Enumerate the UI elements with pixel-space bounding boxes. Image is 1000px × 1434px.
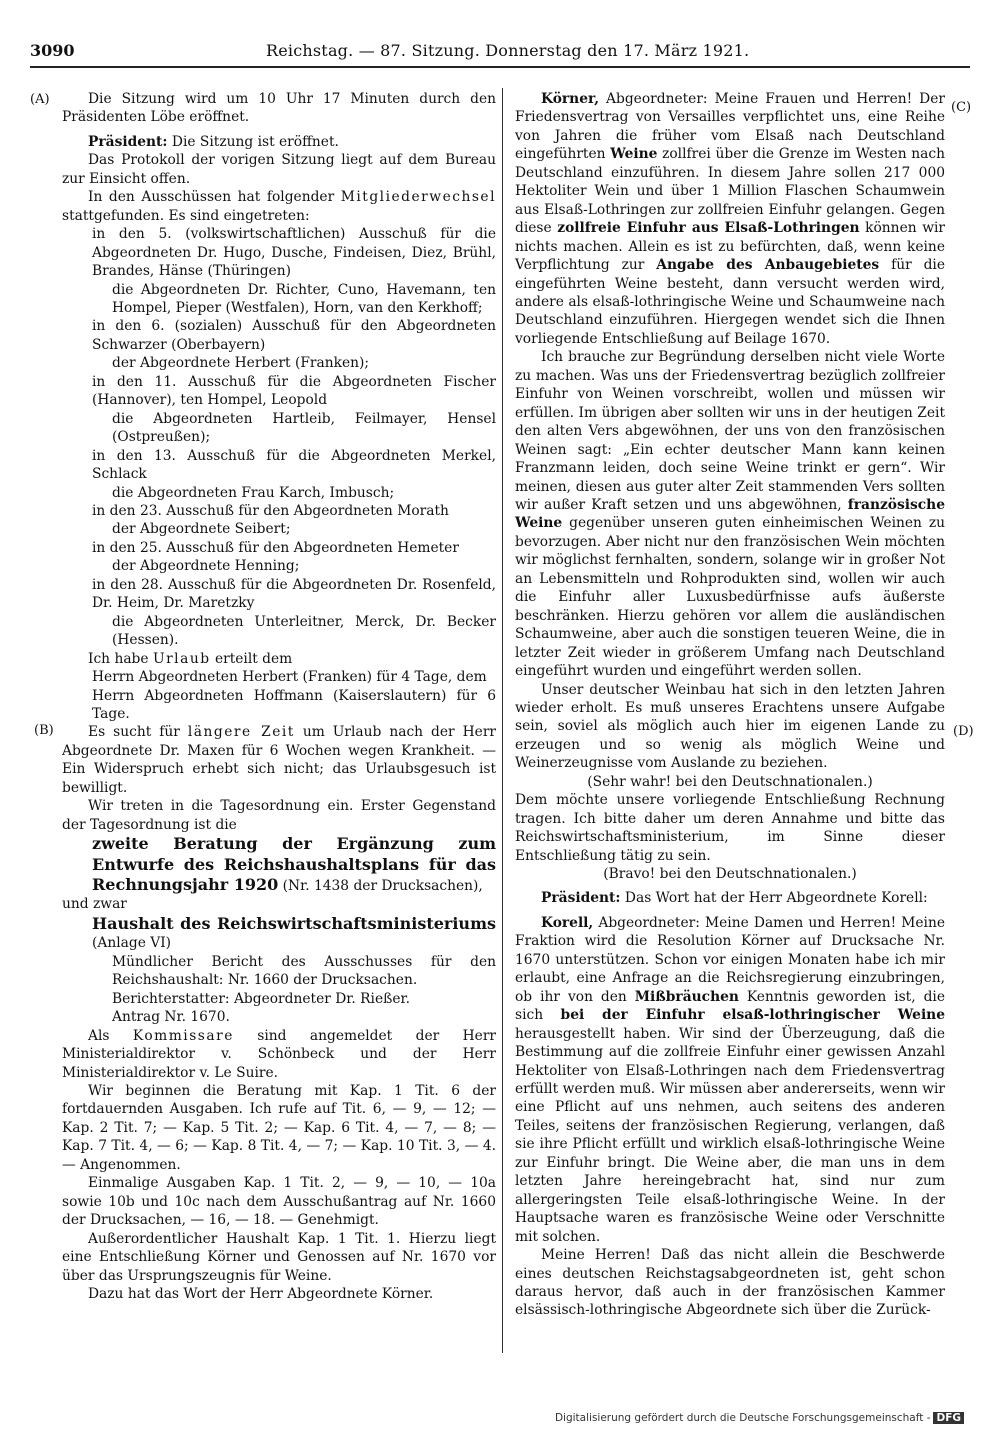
page-number: 3090 [30, 41, 75, 60]
paragraph: Wir treten in die Tagesordnung ein. Erster Gegenstand der Tagesordnung ist die [62, 798, 496, 833]
list-item: Herrn Abgeordneten Herbert (Franken) für 4 Tage, dem [92, 669, 487, 686]
right-column [515, 90, 945, 1320]
header-rule [30, 66, 970, 68]
speaker-name: Korell, [541, 914, 594, 931]
paragraph: Meine Herren! Daß das nicht allein die Beschwerde eines deutschen Reichstagsabgeordneten ist, geht schon daraus hervor, daß auch in der französischen Kammer elsässisch-lothringische Abgeordnete sich über die Zurück- [515, 1247, 945, 1319]
list-item: die Abgeordneten Unterleitner, Merck, Dr. Becker (Hessen). [112, 613, 496, 649]
interjection: (Bravo! bei den Deutschnationalen.) [603, 866, 857, 883]
column-rule [502, 88, 503, 1353]
paragraph: Einmalige Ausgaben Kap. 1 Tit. 2, — 9, — 10, — 10a sowie 10b und 10c nach dem Ausschußantrag auf Nr. 1660 der Drucksachen, — 16, — 18. — Genehmigt. [62, 1175, 496, 1229]
footer-text: Digitalisierung gefördert durch die Deutsche Forschungsgemeinschaft - [554, 1412, 931, 1424]
margin-mark-c: (C) [951, 100, 972, 115]
paragraph: Dazu hat das Wort der Herr Abgeordnete Körner. [88, 1286, 434, 1302]
paragraph: Als Kommissare sind angemeldet der Herr Ministerialdirektor v. Schönbeck und der Herr Ministerialdirektor v. Le Suire. [62, 1027, 497, 1081]
list-item: in den 23. Ausschuß für den Abgeordneten Morath [92, 502, 449, 519]
footer-credit [555, 1412, 964, 1424]
list-item: in den 25. Ausschuß für den Abgeordneten Hemeter [92, 539, 459, 556]
paragraph: Mündlicher Bericht des Ausschusses für den Reichshaushalt: Nr. 1660 der Drucksachen. [112, 953, 496, 989]
paragraph: Ich habe Urlaub erteilt dem [88, 650, 293, 667]
speaker-name: Präsident: [541, 890, 621, 907]
list-item: in den 28. Ausschuß für die Abgeordneten Dr. Rosenfeld, Dr. Heim, Dr. Maretzky [92, 576, 496, 612]
speaker-name: Körner, [541, 91, 600, 107]
paragraph: und zwar [62, 896, 127, 913]
agenda-subtitle: Haushalt des Reichswirtschaftsministeriums [92, 913, 496, 933]
agenda-title: zweite Beratung der Ergänzung zum Entwurfe des Reichshaushaltsplans für das Rechnungsjahr 1920 [92, 834, 496, 895]
list-item: der Abgeordnete Seibert; [112, 521, 291, 538]
paragraph: Das Protokoll der vorigen Sitzung liegt auf dem Bureau zur Einsicht offen. [62, 152, 496, 187]
list-item: die Abgeordneten Hartleib, Feilmayer, Hensel (Ostpreußen); [112, 410, 496, 446]
left-column [62, 90, 496, 1303]
paragraph: Unser deutscher Weinbau hat sich in den letzten Jahren wieder erholt. Es muß unseres Erachtens unsere Aufgabe sein, soviel als möglich auch hier im eigenen Lande zu erzeugen und so wenig als möglich Weine und Weinerzeugnisse vom Auslande zu beziehen. [515, 681, 945, 772]
paragraph: Antrag Nr. 1670. [112, 1009, 230, 1026]
list-item: in den 11. Ausschuß für die Abgeordneten Fischer (Hannover), ten Hompel, Leopold [92, 373, 496, 409]
list-item: der Abgeordnete Herbert (Franken); [112, 355, 370, 372]
paragraph: Berichterstatter: Abgeordneter Dr. Rießer. [112, 990, 410, 1007]
running-title: Reichstag. — 87. Sitzung. Donnerstag den 17. März 1921. [266, 41, 750, 60]
speaker-name: Präsident: [88, 133, 168, 150]
list-item: der Abgeordnete Henning; [112, 558, 300, 575]
list-item: Herrn Abgeordneten Hoffmann (Kaiserslautern) für 6 Tage. [92, 687, 496, 722]
paragraph: Wir beginnen die Beratung mit Kap. 1 Tit. 6 der fortdauernden Ausgaben. Ich rufe auf Tit. 6, — 9, — 12; — Kap. 2 Tit. 7; — Kap. 5 Tit. 2; — Kap. 6 Tit. 4, — 7, — 8; — Kap. 7 Tit. 4, — 6; — Kap. 8 Tit. 4, — 7; — Kap. 10 Tit. 3, — 4. — Angenommen. [62, 1083, 496, 1173]
interjection: (Sehr wahr! bei den Deutschnationalen.) [587, 773, 873, 790]
paragraph: Körner, Abgeordneter: Meine Frauen und Herren! Der Friedensvertrag von Versailles verpflichtet uns, eine Reihe von Jahren die früher vom Elsaß nach Deutschland eingeführten Weine zollfrei über die Grenze im Westen nach Deutschland einzuführen. In diesem Jahre sollen 217 000 Hektoliter Wein und über 1 Million Flaschen Schaumwein aus Elsaß-Lothringen zur zollfreien Einfuhr gelangen. Gegen diese zollfreie Einfuhr aus Elsaß-Lothringen können wir nichts machen. Allein es ist zu befürchten, daß, wenn keine Verpflichtung zur Angabe des Anbaugebietes für die eingeführten Weine besteht, dann versucht werden wird, andere als elsaß-lothringische Weine und Schaumweine nach Deutschland einzuführen. Hiergegen wendet sich die Ihnen vorliegende Entschließung auf Beilage 1670. [515, 91, 946, 347]
paragraph: Korell, Abgeordneter: Meine Damen und Herren! Meine Fraktion wird die Resolution Körner auf Drucksache Nr. 1670 unterstützen. Schon vor einigen Monaten habe ich mir erlaubt, eine Anfrage an die Reichsregierung einzubringen, ob ihr von den Mißbräuchen Kenntnis geworden ist, die sich bei der Einfuhr elsaß-lothringischer Weine herausgestellt haben. Wir sind der Überzeugung, daß die Bestimmung auf die zollfreie Einfuhr einer gewissen Anzahl Hektoliter von Elsaß-Lothringen nach dem Friedensvertrag erfüllt werden muß. Wir müssen aber andererseits, wenn wir eine Pflicht auf uns nehmen, auch seitens des anderen Teiles, seitens der französischen Regierung, verlangen, daß sie ihre Pflicht erfüllt und wirklich elsaß-lothringische Weine zur Einfuhr bringt. Die Weine aber, die man uns in dem letzten Jahre hereingebracht hat, sind nur zum allergeringsten Teile elsaß-lothringische Weine. In der Hauptsache waren es französische Weine oder Verschnitte mit solchen. [515, 914, 945, 1245]
agenda-item: zweite Beratung der Ergänzung zum Entwurfe des Reichshaushaltsplans für das Rechnungsjahr 1920 (Nr. 1438 der Drucksachen), [92, 834, 496, 895]
list-item: in den 5. (volkswirtschaftlichen) Ausschuß für die Abgeordneten Dr. Hugo, Dusche, Findeisen, Diez, Brühl, Brandes, Hänse (Thüringen) [92, 226, 496, 280]
list-item: die Abgeordneten Dr. Richter, Cuno, Havemann, ten Hompel, Pieper (Westfalen), Horn, van den Kerkhoff; [112, 281, 496, 316]
paragraph: In den Ausschüssen hat folgender Mitgliederwechsel stattgefunden. Es sind eingetreten: [62, 189, 497, 224]
paragraph: Ich brauche zur Begründung derselben nicht viele Worte zu machen. Was uns der Friedensvertrag bezüglich zollfreier Einfuhr von Weinen vorschreibt, wollen und müssen wir erfüllen. Im übrigen aber sollten wir uns in der heutigen Zeit den alten Vers abgewöhnen, der uns von den französischen Weinen sagt: „Ein echter deutscher Mann kann keinen Franzmann leiden, doch seine Weine trinkt er gern“. Wir meinen, diesen aus guter alter Zeit stammenden Vers sollten wir außer Kraft setzen und uns abgewöhnen, französische Weine gegenüber unseren guten einheimischen Weinen zu bevorzugen. Aber nicht nur den französischen Wein möchten wir möglichst fernhalten, sondern, solange wir in großer Not an Lebensmitteln und Rohprodukten sind, wollen wir auch die Einfuhr aller Luxusbedürfnisse aufs äußerste beschränken. Hierzu gehören vor allem die ausländischen Schaumweine, aber auch die sonstigen teueren Weine, die in letzter Zeit wieder in größerem Umfang nach Deutschland eingeführt wurden und eingeführt werden sollen. [515, 349, 946, 680]
agenda-item: Haushalt des Reichswirtschaftsministeriums (Anlage VI) [92, 913, 496, 952]
margin-mark-b: (B) [34, 723, 54, 738]
paragraph: Präsident: Das Wort hat der Herr Abgeordnete Korell: [541, 890, 928, 907]
list-item: in den 13. Ausschuß für die Abgeordneten Merkel, Schlack [92, 447, 496, 483]
paragraph: Präsident: Die Sitzung ist eröffnet. [88, 133, 339, 150]
paragraph: Es sucht für längere Zeit um Urlaub nach der Herr Abgeordnete Dr. Maxen für 6 Wochen wegen Krankheit. — Ein Widerspruch erhebt sich nicht; das Urlaubsgesuch ist bewilligt. [62, 724, 497, 796]
list-item: in den 6. (sozialen) Ausschuß für den Abgeordneten Schwarzer (Oberbayern) [92, 318, 496, 353]
paragraph: Die Sitzung wird um 10 Uhr 17 Minuten durch den Präsidenten Löbe eröffnet. [62, 91, 496, 126]
paragraph: Außerordentlicher Haushalt Kap. 1 Tit. 1. Hierzu liegt eine Entschließung Körner und Genossen auf Nr. 1670 vor über das Ursprungszeugnis für Weine. [62, 1230, 496, 1284]
margin-mark-d: (D) [953, 724, 974, 739]
dfg-logo: DFG [933, 1412, 964, 1424]
list-item: die Abgeordneten Frau Karch, Imbusch; [112, 484, 395, 501]
paragraph: Dem möchte unsere vorliegende Entschließung Rechnung tragen. Ich bitte daher um deren Annahme und bitte das Reichswirtschaftsministerium, im Sinne dieser Entschließung tätig zu sein. [515, 792, 945, 864]
margin-mark-a: (A) [30, 92, 50, 107]
